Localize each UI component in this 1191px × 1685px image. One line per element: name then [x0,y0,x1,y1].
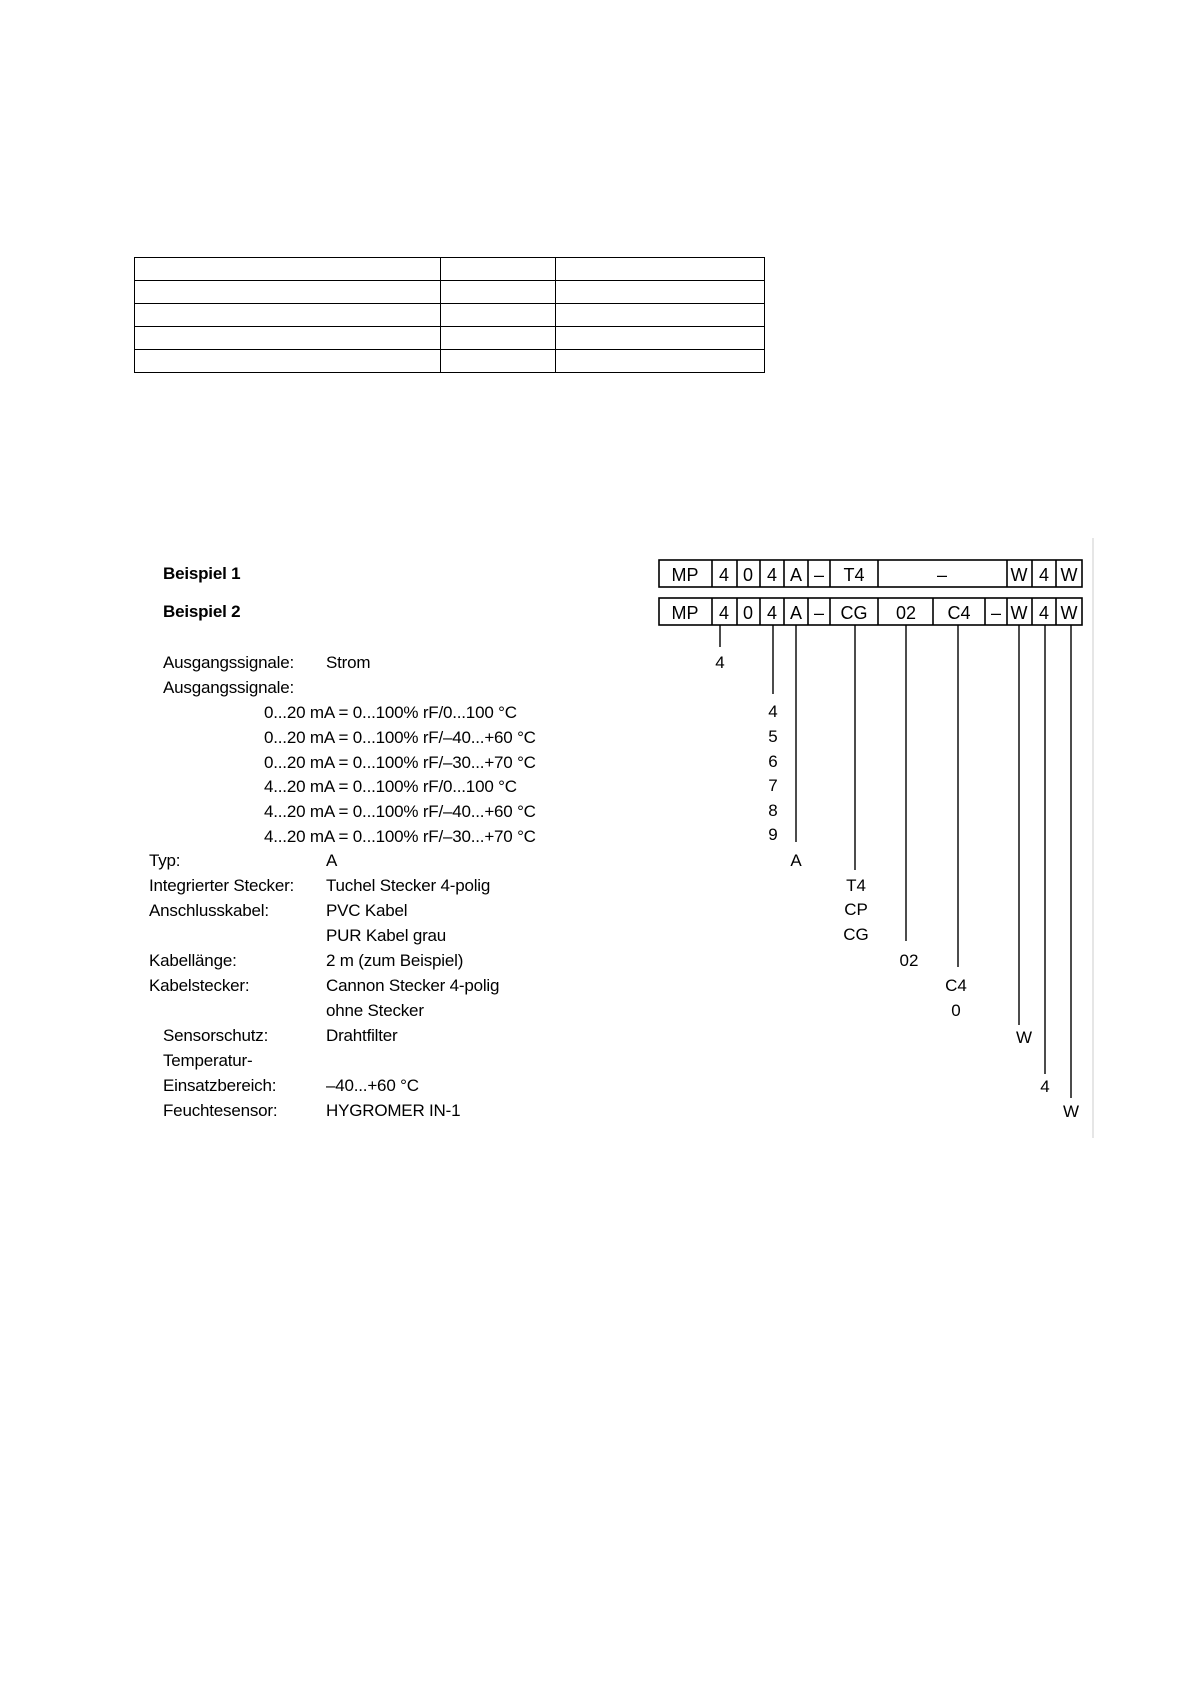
table-cell [135,258,441,281]
code-cell: MP [671,565,699,585]
option-code-sensor-protection: W [1015,1028,1033,1047]
option-code-cable-length: 02 [899,951,919,970]
example-1-label: Beispiel 1 [163,564,241,583]
type-value: A [326,851,338,870]
signal-option: 4...20 mA = 0...100% rF/–30...+70 °C [264,827,536,846]
option-code-connector: CG [843,925,869,944]
table-cell [441,258,556,281]
table-cell [556,258,765,281]
option-code-connector: CP [844,900,868,919]
table-cell [135,304,441,327]
table-row [135,304,765,327]
code-cell: C4 [947,603,971,623]
table-row [135,281,765,304]
code-row-2-values [672,603,1078,623]
code-cell: MP [671,603,699,623]
code-cell: – [936,565,948,585]
output-signal-label: Ausgangssignale: [163,653,295,672]
code-cell: W [1010,603,1028,623]
option-code-humidity-sensor: W [1062,1102,1080,1121]
table-row [135,350,765,373]
option-code-signal: 9 [768,825,778,844]
option-code-type: A [790,851,802,870]
empty-table [134,257,765,373]
cable-value-2: PUR Kabel grau [326,926,447,945]
signal-option: 0...20 mA = 0...100% rF/0...100 °C [264,703,517,722]
table-cell [556,281,765,304]
option-code-cable-connector: 0 [951,1001,961,1020]
option-code-signal: 6 [768,752,778,771]
cable-length-value: 2 m (zum Beispiel) [326,951,464,970]
signal-option: 4...20 mA = 0...100% rF/–40...+60 °C [264,802,536,821]
connector-label: Integrierter Stecker: [149,876,295,895]
table-cell [441,304,556,327]
leader-lines [720,625,1071,1098]
code-row-1 [659,560,1082,587]
table-cell [135,281,441,304]
cable-connector-value-2: ohne Stecker [326,1001,424,1020]
cable-value-1: PVC Kabel [326,901,408,920]
humidity-sensor-label: Feuchtesensor: [163,1101,278,1120]
signal-option: 0...20 mA = 0...100% rF/–40...+60 °C [264,728,536,747]
code-cell: CG [840,603,868,623]
output-signal-label-2: Ausgangssignale: [163,678,295,697]
code-cell: 4 [718,603,730,623]
signal-option: 0...20 mA = 0...100% rF/–30...+70 °C [264,753,536,772]
cable-connector-value-1: Cannon Stecker 4-polig [326,976,500,995]
sensor-protection-label: Sensorschutz: [163,1026,269,1045]
example-2-label: Beispiel 2 [163,602,241,621]
option-code-connector: T4 [846,876,866,895]
code-cell: – [813,603,825,623]
option-code-signal: 7 [768,776,778,795]
code-cell: W [1060,603,1078,623]
temperature-value: –40...+60 °C [326,1076,419,1095]
option-code-signal: 8 [768,801,778,820]
code-cell: A [789,603,803,623]
table-row [135,327,765,350]
code-cell: 4 [1038,565,1050,585]
table-cell [556,304,765,327]
option-codes [715,653,1079,1121]
code-row-2 [659,598,1082,625]
cable-connector-label: Kabelstecker: [149,976,250,995]
code-row-1-frame [659,560,1082,587]
code-cell: – [813,565,825,585]
sensor-protection-value: Drahtfilter [326,1026,398,1045]
temperature-label-1: Temperatur- [163,1051,253,1070]
output-signal-value: Strom [326,653,371,672]
code-cell: W [1010,565,1028,585]
code-cell: 4 [766,603,778,623]
option-code-signal: 5 [768,727,778,746]
code-cell: 4 [1038,603,1050,623]
code-cell: – [990,603,1002,623]
cable-length-label: Kabellänge: [149,951,237,970]
option-code-temperature: 4 [1040,1077,1050,1096]
code-cell: A [789,565,803,585]
table-cell [556,327,765,350]
option-code-output: 4 [715,653,725,672]
type-label: Typ: [149,851,181,870]
humidity-sensor-value: HYGROMER IN-1 [326,1101,461,1120]
code-cell: 4 [766,565,778,585]
code-cell: 02 [895,603,917,623]
code-row-2-frame [659,598,1082,625]
code-cell: T4 [843,565,865,585]
option-code-signal: 4 [768,702,778,721]
table-cell [441,281,556,304]
table-cell [556,350,765,373]
cable-label: Anschlusskabel: [149,901,269,920]
table-row [135,258,765,281]
code-cell: 4 [718,565,730,585]
code-row-1-values [672,565,1078,585]
temperature-label-2: Einsatzbereich: [163,1076,277,1095]
table-cell [135,327,441,350]
code-cell: W [1060,565,1078,585]
code-cell: 0 [742,565,754,585]
table-cell [441,350,556,373]
signal-option: 4...20 mA = 0...100% rF/0...100 °C [264,777,517,796]
option-code-cable-connector: C4 [945,976,967,995]
code-cell: 0 [742,603,754,623]
table-cell [441,327,556,350]
connector-value: Tuchel Stecker 4-polig [326,876,491,895]
table-cell [135,350,441,373]
